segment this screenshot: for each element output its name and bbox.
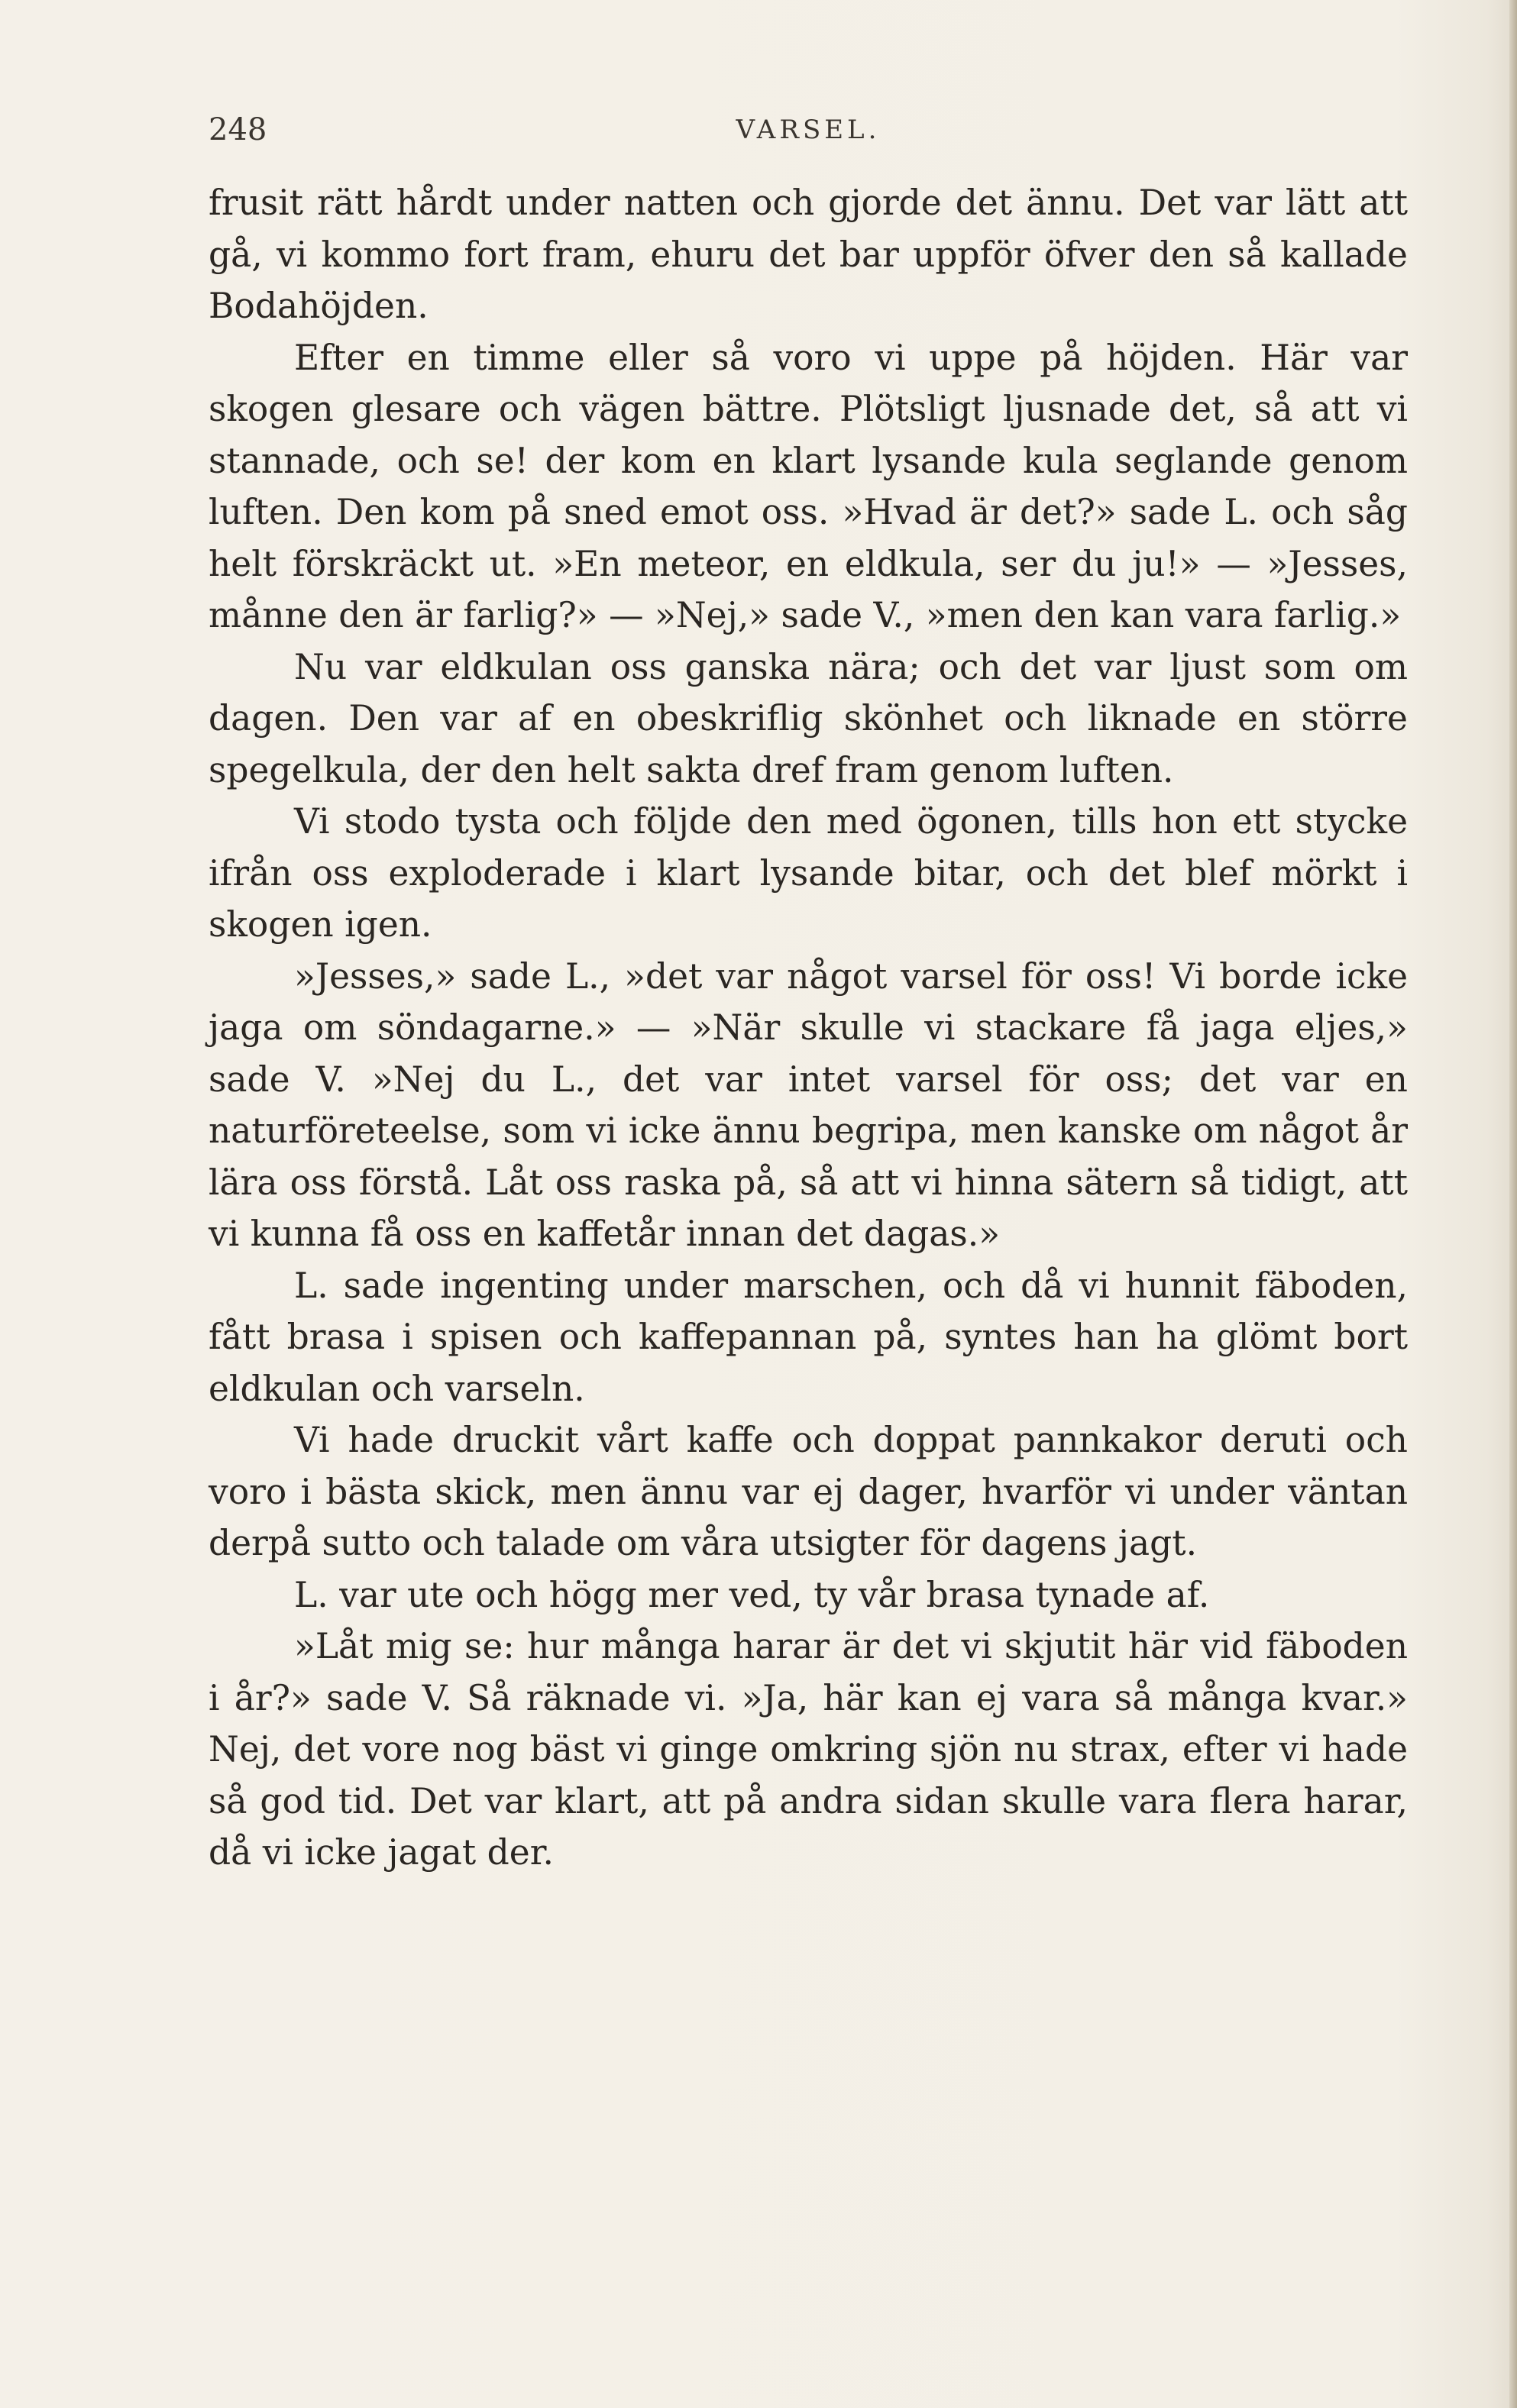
body-text bbox=[209, 177, 1408, 1879]
paragraph: frusit rätt hårdt under natten och gjorde det ännu. Det var lätt att gå, vi kommo fort fram, ehuru det bar uppför öfver den så kallade Bodahöjden. bbox=[209, 183, 1408, 326]
paragraph: Nu var eldkulan oss ganska nära; och det var ljust som om dagen. Den var af en obeskriflig skönhet och liknade en större spegelkula, der den helt sakta dref fram genom luften. bbox=[209, 646, 1408, 790]
paragraph: L. var ute och högg mer ved, ty vår brasa tynade af. bbox=[294, 1574, 1210, 1615]
paragraph: Efter en timme eller så voro vi uppe på höjden. Här var skogen glesare och vägen bättre. Plötsligt ljusnade det, så att vi stannade, och se! der kom en klart lysande kula seglande genom luften. Den kom på sned emot oss. »Hvad är det?» sade L. och såg helt förskräckt ut. »En meteor, en eldkula, ser du ju!» — »Jesses, månne den är farlig?» — »Nej,» sade V., »men den kan vara farlig.» bbox=[209, 337, 1408, 635]
page-edge-shadow bbox=[1509, 0, 1517, 2408]
paragraph: »Låt mig se: hur många harar är det vi skjutit här vid fäboden i år?» sade V. Så räknade vi. »Ja, här kan ej vara så många kvar.» Nej, det vore nog bäst vi ginge omkring sjön nu strax, efter vi hade så god tid. Det var klart, att på andra sidan skulle vara flera harar, då vi icke jagat der. bbox=[209, 1626, 1408, 1873]
paragraph: »Jesses,» sade L., »det var något varsel för oss! Vi borde icke jaga om söndagarne.» — »När skulle vi stackare få jaga eljes,» sade V. »Nej du L., det var intet varsel för oss; det var en naturföreteelse, som vi icke ännu begripa, men kanske om något år lära oss förstå. Låt oss raska på, så att vi hinna sätern så tidigt, att vi kunna få oss en kaffetår innan det dagas.» bbox=[209, 955, 1408, 1254]
paragraph: Vi hade druckit vårt kaffe och doppat pannkakor deruti och voro i bästa skick, men ännu var ej dager, hvarför vi under väntan derpå sutto och talade om våra utsigter för dagens jagt. bbox=[209, 1420, 1408, 1563]
paragraph: L. sade ingenting under marschen, och då vi hunnit fäboden, fått brasa i spisen och kaffepannan på, syntes han ha glömt bort eldkulan och varseln. bbox=[209, 1265, 1408, 1409]
page-number: 248 bbox=[209, 112, 267, 147]
paragraph: Vi stodo tysta och följde den med ögonen, tills hon ett stycke ifrån oss exploderade i klart lysande bitar, och det blef mörkt i skogen igen. bbox=[209, 801, 1408, 945]
page-header bbox=[209, 107, 1408, 153]
running-title: VARSEL. bbox=[736, 115, 881, 145]
